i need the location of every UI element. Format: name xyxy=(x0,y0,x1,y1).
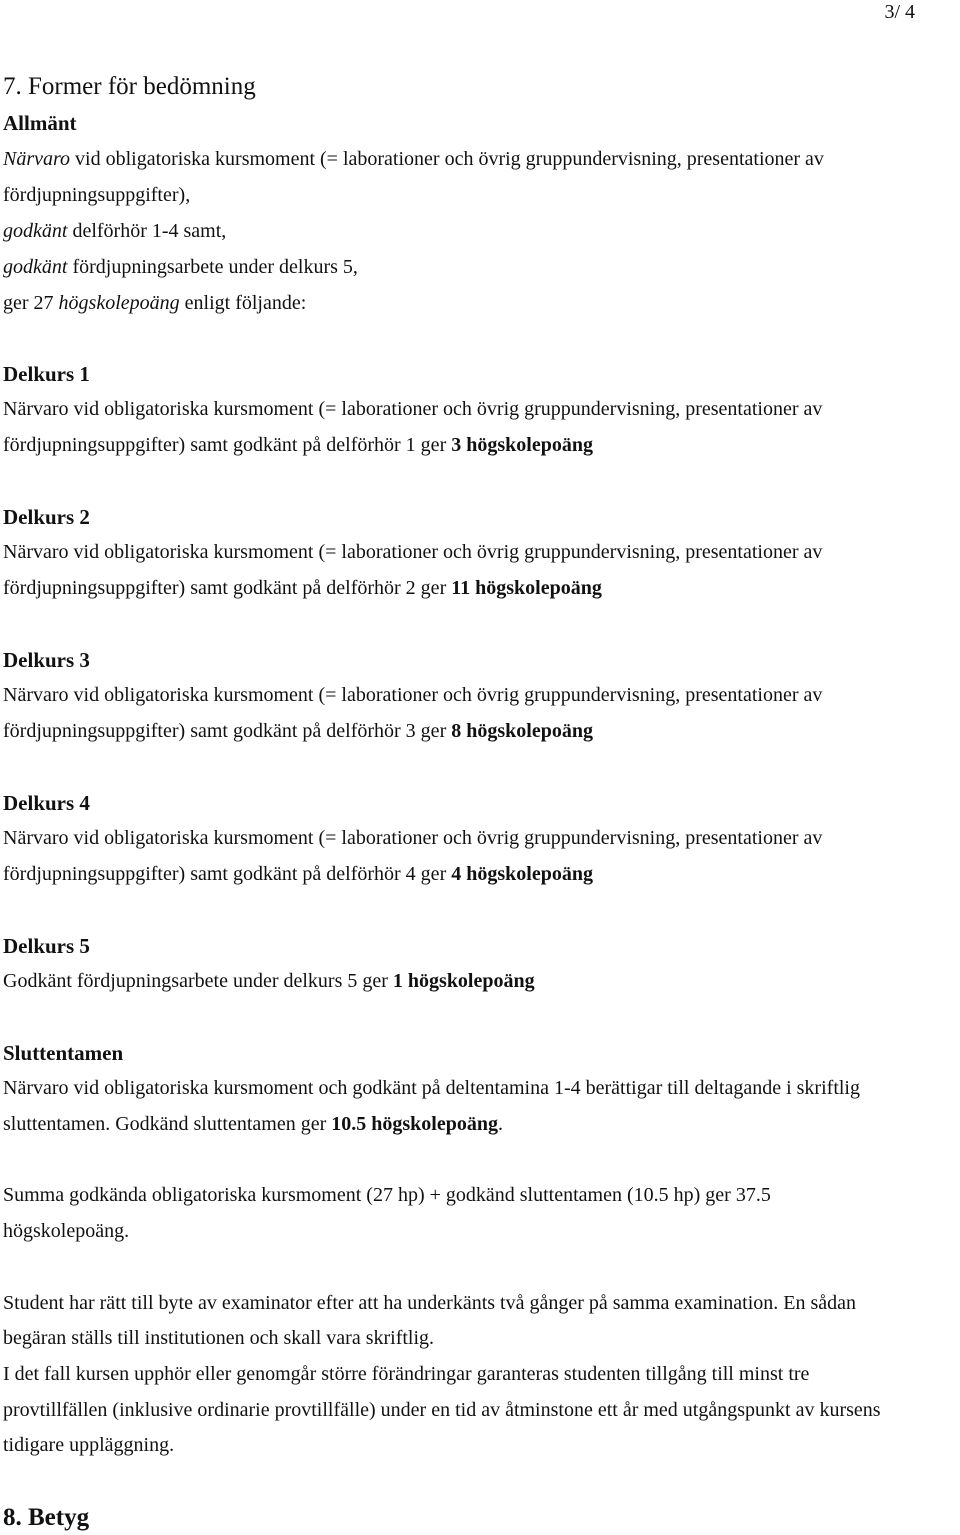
allmant-line-4 xyxy=(3,255,358,279)
allmant-line-3 xyxy=(3,219,226,243)
delkurs-3-heading: Delkurs 3 xyxy=(3,648,90,672)
allmant-line-2: fördjupningsuppgifter), xyxy=(3,184,191,206)
delkurs-1-line-2-text: fördjupningsuppgifter) samt godkänt på delförhör 1 ger xyxy=(3,434,452,456)
allmant-godkant-em-2: godkänt xyxy=(3,256,68,278)
allmant-line-1 xyxy=(3,147,824,171)
page-number: 3/ 4 xyxy=(884,1,915,23)
delkurs-2-line-1: Närvaro vid obligatoriska kursmoment (= laborationer och övrig gruppundervisning, presentationer av xyxy=(3,541,823,563)
allmant-line-5-pre: ger 27 xyxy=(3,292,59,314)
delkurs-5-credits: 1 högskolepoäng xyxy=(392,970,535,992)
delkurs-4-heading: Delkurs 4 xyxy=(3,791,90,815)
kursupphor-line-1: I det fall kursen upphör eller genomgår större förändringar garanteras studenten tillgång till minst tre xyxy=(3,1363,810,1385)
sluttentamen-heading: Sluttentamen xyxy=(3,1041,124,1065)
allmant-line-3-text: delförhör 1-4 samt, xyxy=(67,220,227,242)
delkurs-4-line-2 xyxy=(3,862,593,886)
allmant-line-5-post: enligt följande: xyxy=(179,292,307,314)
allmant-line-4-text: fördjupningsarbete under delkurs 5, xyxy=(67,256,358,278)
delkurs-1-line-1: Närvaro vid obligatoriska kursmoment (= laborationer och övrig gruppundervisning, presentationer av xyxy=(3,398,823,420)
kursupphor-line-3: tidigare uppläggning. xyxy=(3,1434,175,1456)
kursupphor-line-2: provtillfällen (inklusive ordinarie provtillfälle) under en tid av åtminstone ett år med utgångspunkt av kursens xyxy=(3,1399,881,1421)
sluttentamen-line-1: Närvaro vid obligatoriska kursmoment och godkänt på deltentamina 1-4 berättigar till deltagande i skriftlig xyxy=(3,1077,860,1099)
delkurs-5-heading: Delkurs 5 xyxy=(3,934,90,958)
summa-line-2: högskolepoäng. xyxy=(3,1220,130,1242)
allmant-hogskolepoang-em: högskolepoäng xyxy=(58,292,180,314)
delkurs-3-credits: 8 högskolepoäng xyxy=(451,720,593,742)
delkurs-3-line-2 xyxy=(3,719,593,743)
delkurs-5-line-1-text: Godkänt fördjupningsarbete under delkurs 5 ger xyxy=(3,970,393,992)
sluttentamen-credits: 10.5 högskolepoäng xyxy=(331,1113,498,1135)
delkurs-4-line-2-text: fördjupningsuppgifter) samt godkänt på delförhör 4 ger xyxy=(3,863,452,885)
delkurs-1-heading: Delkurs 1 xyxy=(3,362,90,386)
delkurs-2-line-2 xyxy=(3,576,602,600)
allmant-godkant-em-1: godkänt xyxy=(3,220,68,242)
sluttentamen-period: . xyxy=(497,1113,503,1135)
examinator-line-2: begäran ställs till institutionen och skall vara skriftlig. xyxy=(3,1327,435,1349)
delkurs-5-line-1 xyxy=(3,969,535,993)
delkurs-1-credits: 3 högskolepoäng xyxy=(451,434,593,456)
section-8-title: 8. Betyg xyxy=(3,1504,90,1531)
delkurs-1-line-2 xyxy=(3,433,593,457)
delkurs-4-credits: 4 högskolepoäng xyxy=(451,863,593,885)
summa-line-1: Summa godkända obligatoriska kursmoment (27 hp) + godkänd sluttentamen (10.5 hp) ger 37.5 xyxy=(3,1184,771,1206)
allmant-line-1-text: vid obligatoriska kursmoment (= laborationer och övrig gruppundervisning, presentationer av xyxy=(70,148,824,170)
delkurs-4-line-1: Närvaro vid obligatoriska kursmoment (= laborationer och övrig gruppundervisning, presentationer av xyxy=(3,827,823,849)
examinator-line-1: Student har rätt till byte av examinator efter att ha underkänts två gånger på samma examination. En sådan xyxy=(3,1292,857,1314)
delkurs-3-line-2-text: fördjupningsuppgifter) samt godkänt på delförhör 3 ger xyxy=(3,720,452,742)
delkurs-3-line-1: Närvaro vid obligatoriska kursmoment (= laborationer och övrig gruppundervisning, presentationer av xyxy=(3,684,823,706)
allmant-heading: Allmänt xyxy=(3,111,77,135)
delkurs-2-heading: Delkurs 2 xyxy=(3,505,90,529)
delkurs-2-credits: 11 högskolepoäng xyxy=(451,577,602,599)
section-7-title: 7. Former för bedömning xyxy=(3,73,256,100)
sluttentamen-line-2-text: sluttentamen. Godkänd sluttentamen ger xyxy=(3,1113,332,1135)
delkurs-2-line-2-text: fördjupningsuppgifter) samt godkänt på delförhör 2 ger xyxy=(3,577,452,599)
sluttentamen-line-2 xyxy=(3,1112,503,1136)
allmant-narvaro-em: Närvaro xyxy=(3,148,71,170)
allmant-line-5 xyxy=(3,291,306,315)
